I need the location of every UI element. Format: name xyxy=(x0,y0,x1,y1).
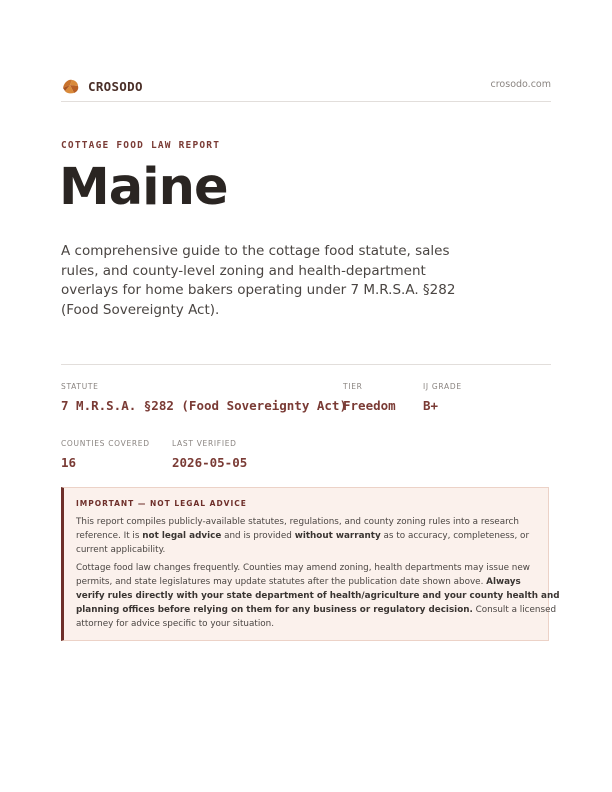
brand[interactable] xyxy=(61,76,143,96)
disclaimer-line: Cottage food law changes frequently. Counties may amend zoning, health departments may issue new xyxy=(76,563,530,573)
counties-label: COUNTIES COVERED xyxy=(61,439,150,448)
report-lede xyxy=(61,242,461,320)
lede-line: A comprehensive guide to the cottage food statute, sales xyxy=(61,243,450,259)
legal-disclaimer xyxy=(61,487,560,641)
disclaimer-line: verify rules directly with your state department of health/agriculture and your county health and xyxy=(76,591,560,601)
disclaimer-line: attorney for advice specific to your situation. xyxy=(76,619,275,629)
report-eyebrow: COTTAGE FOOD LAW REPORT xyxy=(61,140,221,151)
disclaimer-line: This report compiles publicly-available statutes, regulations, and county zoning rules into a research xyxy=(76,517,519,527)
grade-label: IJ GRADE xyxy=(423,382,462,391)
lede-line: overlays for home bakers operating under 7 M.R.S.A. §282 xyxy=(61,282,456,298)
croissant-icon xyxy=(61,76,81,96)
counties-value: 16 xyxy=(61,455,77,470)
statute-label: STATUTE xyxy=(61,382,99,391)
disclaimer-paragraph xyxy=(76,561,560,631)
lede-line: (Food Sovereignty Act). xyxy=(61,301,220,318)
tier-value: Freedom xyxy=(343,398,396,413)
grade-value: B+ xyxy=(423,398,439,413)
lede-line: rules, and county-level zoning and health-department xyxy=(61,262,426,279)
disclaimer-paragraph xyxy=(76,515,538,557)
site-url[interactable]: crosodo.com xyxy=(490,79,551,90)
page-title: Maine xyxy=(59,158,228,217)
disclaimer-line: planning offices before relying on them for any business or regulatory decision. Consult a licensed xyxy=(76,605,557,615)
disclaimer-line: permits, and state legislatures may update statutes after the publication date shown above. Always xyxy=(76,577,521,587)
disclaimer-line: reference. It is not legal advice and is provided without warranty as to accuracy, completeness, or xyxy=(76,531,530,541)
brand-name: CROSODO xyxy=(88,78,143,94)
header-divider xyxy=(61,101,551,102)
meta-divider xyxy=(61,364,551,365)
page-header xyxy=(61,76,551,96)
disclaimer-line: current applicability. xyxy=(76,545,166,555)
tier-label: TIER xyxy=(343,382,363,391)
verified-value: 2026-05-05 xyxy=(172,455,248,470)
statute-value: 7 M.R.S.A. §282 (Food Sovereignty Act) xyxy=(61,398,347,413)
disclaimer-heading: IMPORTANT — NOT LEGAL ADVICE xyxy=(76,499,247,508)
verified-label: LAST VERIFIED xyxy=(172,439,237,448)
